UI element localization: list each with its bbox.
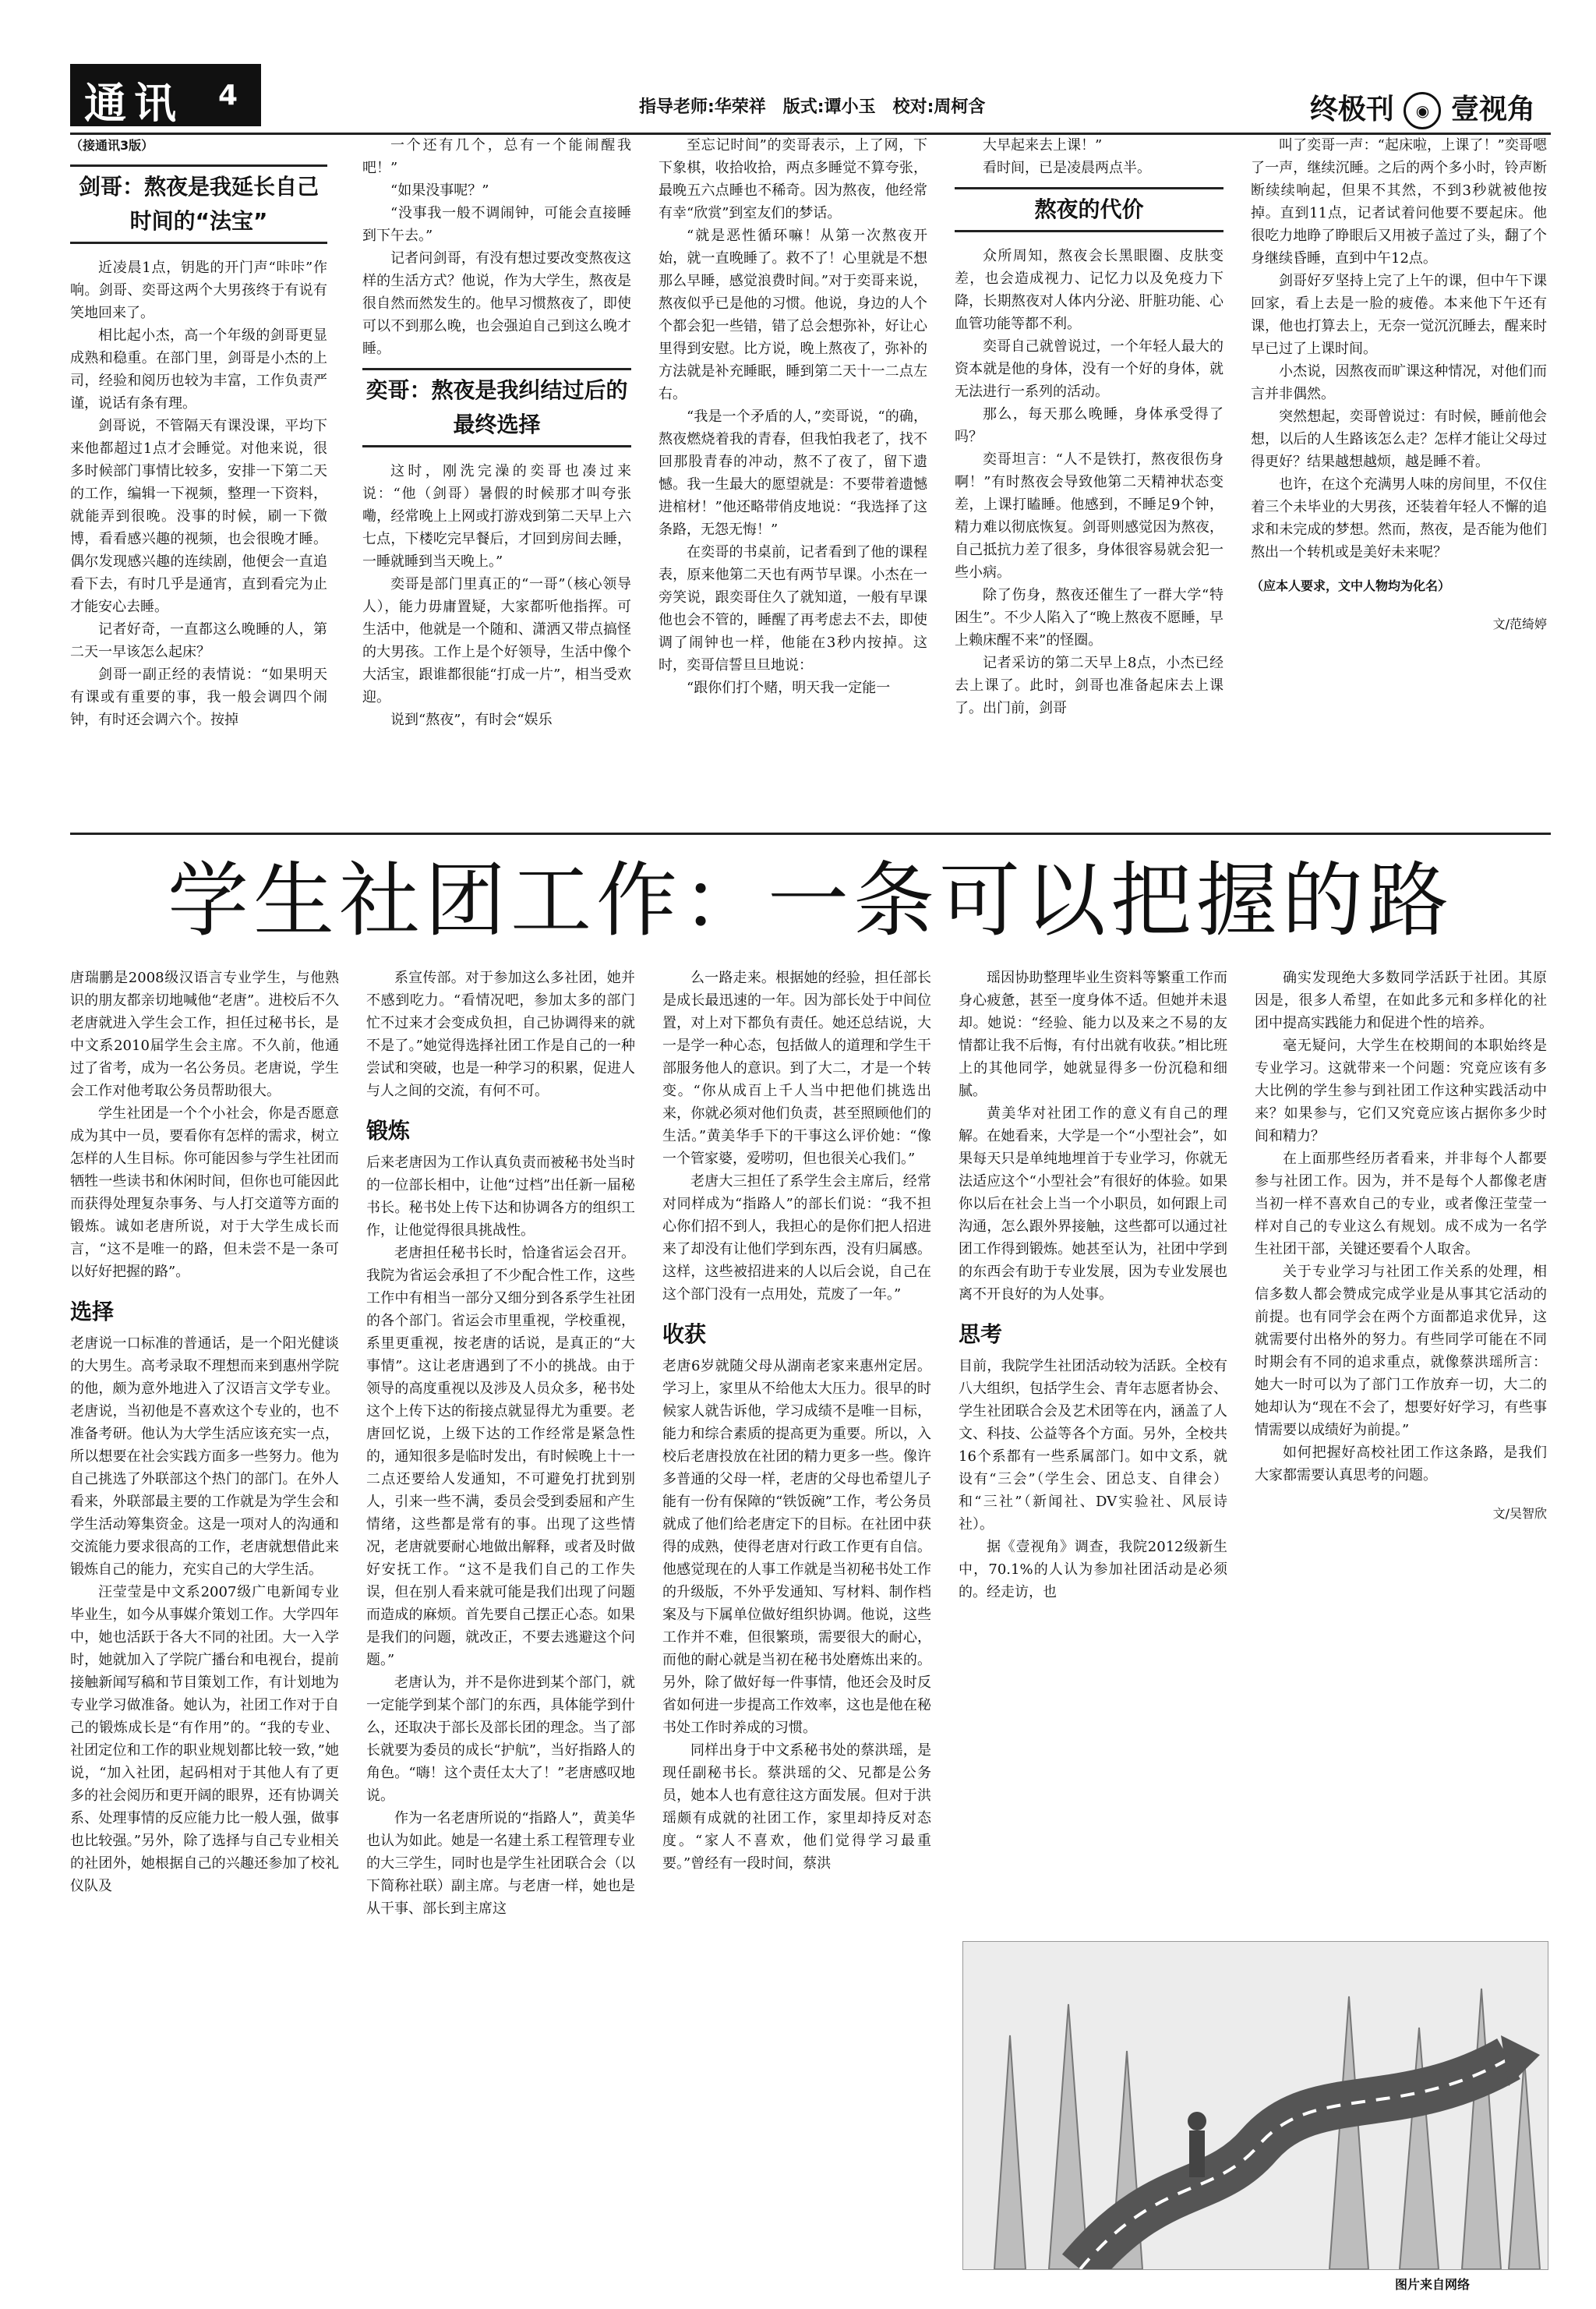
text-block — [1255, 967, 1547, 1487]
text-block — [662, 967, 931, 1306]
paragraph: 确实发现绝大多数同学活跃于社团。其原因是，很多人希望，在如此多元和多样化的社团中提高实践能力和促进个性的培养。 — [1255, 970, 1547, 1031]
top-col-2 — [362, 134, 631, 824]
road-illustration-icon — [963, 1942, 1548, 2269]
paragraph: 剑哥说，不管隔天有课没课，平均下来他都超过1点才会睡觉。对他来说，很多时候部门事情比较多，安排一下第二天的工作，编辑一下视频，整理一下资料，就能弄到很晚。没事的时候，刷一下微博，看看感兴趣的视频，也会很晚才睡。偶尔发现感兴趣的连续剧，他便会一直追看下去，有时几乎是通宵，直到看完为止才能安心去睡。 — [70, 418, 327, 615]
subhead-think: 思考 — [959, 1321, 1003, 1347]
paragraph: 黄美华对社团工作的意义有自己的理解。在她看来，大学是一个“小型社会”，如果每天只是单纯地埋首于专业学习，你就无法适应这个“小型社会”有很好的体验。如果你以后在社会上当一个小职员，如何跟上司沟通，怎么跟外界接触，这些都可以通过社团工作得到锻炼。她甚至认为，社团中学到的东西会有助于专业发展，因为专业发展也离不开良好的为人处事。 — [959, 1105, 1227, 1303]
section-badge — [70, 64, 261, 126]
paragraph: 后来老唐因为工作认真负责而被秘书处当时的一位部长相中，让他“过档”出任新一届秘书长。秘书处上传下达和协调各方的组织工作，让他觉得很具挑战性。 — [366, 1154, 635, 1239]
brand-logo-text: 壹视角 — [1450, 94, 1535, 126]
paragraph: “跟你们打个赌，明天我一定能一 — [687, 680, 891, 696]
paragraph: 大早起来去上课！” — [983, 137, 1103, 154]
paragraph: 记者采访的第二天早上8点，小杰已经去上课了。此时，剑哥也准备起床去上课了。出门前，剑哥 — [955, 655, 1223, 716]
text-block — [362, 460, 631, 731]
paragraph: 突然想起，奕哥曾说过：有时候，睡前他会想，以后的人生路该怎么走？怎样才能让父母过得更好？结果越想越烦，越是睡不着。 — [1251, 408, 1547, 470]
illustration — [962, 1941, 1548, 2270]
paragraph: 奕哥自己就曾说过，一个年轻人最大的资本就是他的身体，没有一个好的身体，就无法进行一系列的活动。 — [955, 338, 1223, 400]
brand-logo-icon: ◉ — [1404, 92, 1441, 129]
subhead-choice: 选择 — [70, 1299, 115, 1324]
subhead-jiange: 剑哥：熬夜是我延长自己时间的“法宝” — [70, 164, 327, 244]
text-block — [955, 134, 1223, 179]
credits-line: 指导老师:华荣祥 版式:谭小玉 校对:周柯含 — [639, 97, 986, 117]
paragraph: 老唐6岁就随父母从湖南老家来惠州定居。学习上，家里从不给他太大压力。很早的时候家人就告诉他，学习成绩不是唯一目标，能力和综合素质的提高更为重要。所以，入校后老唐投放在社团的精力更多一些。像许多普通的父母一样，老唐的父母也希望儿子能有一份有保障的“铁饭碗”工作，考公务员就成了他们给老唐定下的目标。在社团中获得的成熟，使得老唐对行政工作更有自信。他感觉现在的人事工作就是当初秘书处工作的升级版，不外乎发通知、写材料、制作档案及与下属单位做好组织协调。他说，这些工作并不难，但很繁琐，需要很大的耐心，而他的耐心就是当初在秘书处磨炼出来的。另外，除了做好每一件事情，他还会及时反省如何进一步提高工作效率，这也是他在秘书处工作时养成的习惯。 — [662, 1358, 931, 1736]
paragraph: 众所周知，熬夜会长黑眼圈、皮肤变差，也会造成视力、记忆力以及免疫力下降，长期熬夜对人体内分泌、肝脏功能、心血管功能等都不利。 — [955, 248, 1223, 332]
paragraph: “如果没事呢？” — [390, 182, 489, 199]
paragraph: 也许，在这个充满男人味的房间里，不仅住着三个未毕业的大男孩，还装着年轻人不懈的追求和未完成的梦想。然而，熬夜，是否能为他们熬出一个转机或是美好未来呢？ — [1251, 476, 1547, 560]
paragraph: 看时间，已是凌晨两点半。 — [983, 160, 1151, 176]
paragraph: 关于专业学习与社团工作关系的处理，相信多数人都会赞成完成学业是从事其它活动的前提。也有同学会在两个方面都追求优异，这就需要付出格外的努力。有些同学可能在不同时期会有不同的追求重点，就像蔡洪瑶所言：她大一时可以为了部门工作放弃一切，大二的她却认为“现在不会了，想要好好学习，有些事情需要以成绩好为前提。” — [1255, 1264, 1547, 1438]
paragraph: 目前，我院学生社团活动较为活跃。全校有八大组织，包括学生会、青年志愿者协会、学生社团联合会及艺术团等在内，涵盖了人文、科技、公益等各个方面。另外，全校共16个系都有一些系属部门。如中文系，就设有“三会”（学生会、团总支、自律会）和“三社”（新闻社、DV实验社、风辰诗社）。 — [959, 1358, 1227, 1533]
main-col-1 — [70, 967, 339, 2292]
paragraph: “我是一个矛盾的人，”奕哥说，“的确，熬夜燃烧着我的青春，但我怕我老了，找不回那股青春的冲动，熬不了夜了，留下遗憾。我一生最大的愿望就是：不要带着遗憾进棺材！”他还略带俏皮地说：“我选择了这条路，无怨无悔！” — [659, 408, 927, 538]
paragraph: 老唐大三担任了系学生会主席后，经常对同样成为“指路人”的部长们说：“我不担心你们招不到人，我担心的是你们把人招进来了却没有让他们学到东西，没有归属感。这样，这些被招进来的人以后会说，自己在这个部门没有一点用处，荒废了一年。” — [662, 1173, 931, 1303]
main-col-3 — [662, 967, 931, 2292]
paragraph: 老唐担任秘书长时，恰逢省运会召开。我院为省运会承担了不少配合性工作，这些工作中有相当一部分又细分到各系学生社团的各个部门。省运会市里重视，学校重视，系里更重视，按老唐的话说，是真正的“大事情”。这让老唐遇到了不小的挑战。由于领导的高度重视以及涉及人员众多，秘书处这个上传下达的衔接点就显得尤为重要。老唐回忆说，上级下达的工作经常是紧急性的，通知很多是临时发出，有时候晚上十一二点还要给人发通知，不可避免打扰到别人，引来一些不满，委员会受到委屈和产生情绪，这些都是常有的事。出现了这些情况，老唐就要耐心地做出解释，或者及时做好安抚工作。“这不是我们自己的工作失误，但在别人看来就可能是我们出现了问题而造成的麻烦。首先要自己摆正心态。如果是我们的问题，就改正，不要去逃避这个问题。” — [366, 1245, 635, 1668]
main-col-4 — [959, 967, 1227, 1933]
author-top: 文/范绮婷 — [1492, 617, 1547, 631]
top-col-5 — [1251, 134, 1547, 824]
text-block — [362, 134, 631, 360]
paragraph: 一个还有几个，总有一个能闹醒我吧！” — [362, 137, 631, 176]
paragraph: 在上面那些经历者看来，并非每个人都要参与社团工作。因为，并不是每个人都像老唐当初一样不喜欢自己的专业，或者像汪莹莹一样对自己的专业这么有规划。成不成为一名学生社团干部，关键还要看个人取舍。 — [1255, 1151, 1547, 1257]
subhead-harvest: 收获 — [662, 1321, 707, 1347]
paragraph: 系宣传部。对于参加这么多社团，她并不感到吃力。“看情况吧，参加太多的部门忙不过来才会变成负担，自己协调得来的就不是了。”她觉得选择社团工作是自己的一种尝试和突破，也是一种学习的积累，促进人与人之间的交流，有何不可。 — [366, 970, 635, 1099]
author-main: 文/吴智欣 — [1492, 1506, 1547, 1521]
paragraph: 记者问剑哥，有没有想过要改变熬夜这样的生活方式？他说，作为大学生，熬夜是很自然而然发生的。他早习惯熬夜了，即使可以不到那么晚，也会强迫自己到这么晚才睡。 — [362, 250, 631, 357]
paragraph: 在奕哥的书桌前，记者看到了他的课程表，原来他第二天也有两节早课。小杰在一旁笑说，跟奕哥住久了就知道，一般有早课他也会不管的，睡醒了再考虑去不去，即使调了闹钟也一样，他能在3秒内按掉。这时，奕哥信誓旦旦地说： — [659, 544, 927, 674]
subhead-yige: 奕哥：熬夜是我纠结过后的最终选择 — [362, 368, 631, 447]
main-col-5 — [1255, 967, 1547, 1933]
text-block — [1251, 134, 1547, 564]
paragraph: 瑶因协助整理毕业生资料等繁重工作而身心疲惫，甚至一度身体不适。但她并未退却。她说：“经验、能力以及来之不易的友情都让我不后悔，有付出就有收获。”相比班上的其他同学，她就显得多一份沉稳和细腻。 — [959, 970, 1227, 1099]
subhead-cost: 熬夜的代价 — [955, 187, 1223, 232]
image-caption: 图片来自网络 — [1395, 2277, 1471, 2292]
paragraph: “就是恶性循环嘛！从第一次熬夜开始，就一直晚睡了。救不了！心里就是不想那么早睡，感觉浪费时间。”对于奕哥来说，熬夜似乎已是他的习惯。他说，身边的人个个都会犯一些错，错了总会想弥补，好让心里得到安慰。比方说，晚上熬夜了，弥补的方法就是补充睡眠，睡到第二天十一二点左右。 — [659, 228, 927, 402]
text-block — [70, 256, 327, 731]
paragraph: 说到“熬夜”，有时会“娱乐 — [390, 712, 553, 728]
section-title: 通讯 — [84, 79, 184, 128]
name-note: （应本人要求，文中人物均为化名） — [1251, 578, 1451, 593]
paragraph: 近凌晨1点，钥匙的开门声“咔咔”作响。剑哥、奕哥这两个大男孩终于有说有笑地回来了。 — [70, 260, 327, 321]
paragraph: 作为一名老唐所说的“指路人”，黄美华也认为如此。她是一名建土系工程管理专业的大三学生，同时也是学生社团联合会（以下简称社联）副主席。与老唐一样，她也是从干事、部长到主席这 — [366, 1810, 635, 1917]
text-block — [659, 134, 927, 699]
brand-name: 终极刊 — [1309, 94, 1394, 126]
top-col-4 — [955, 134, 1223, 824]
text-block — [959, 1355, 1227, 1604]
paragraph: 这时，刚洗完澡的奕哥也凑过来说：“他（剑哥）暑假的时候那才叫夸张嘞，经常晚上上网或打游戏到第二天早上六七点，下楼吃完早餐后，才回到房间去睡，一睡就睡到当天晚上。” — [362, 463, 631, 570]
paragraph: “没事我一般不调闹钟，可能会直接睡到下午去。” — [362, 205, 631, 244]
paragraph: 剑哥一副正经的表情说：“如果明天有课或有重要的事，我一般会调四个闹钟，有时还会调六个。按掉 — [70, 667, 327, 728]
paragraph: 剑哥好歹坚持上完了上午的课，但中午下课回家，看上去是一脸的疲倦。本来他下午还有课，他也打算去上，无奈一觉沉沉睡去，醒来时早已过了上课时间。 — [1251, 273, 1547, 357]
paragraph: 据《壹视角》调查，我院2012级新生中，70.1%的人认为参加社团活动是必须的。经走访，也 — [959, 1539, 1227, 1600]
text-block — [70, 967, 339, 1283]
paragraph: 汪莹莹是中文系2007级广电新闻专业毕业生，如今从事媒介策划工作。大学四年中，她也活跃于各大不同的社团。大一入学时，她就加入了学院广播台和电视台，提前接触新闻写稿和节目策划工作，有计划地为专业学习做准备。她认为，社团工作对于自己的锻炼成长是“有作用”的。“我的专业、社团定位和工作的职业规划都比较一致，”她说，“加入社团，起码相对于其他人有了更多的社会阅历和更开阔的眼界，还有协调关系、处理事情的反应能力比一般人强，做事也比较强。”另外，除了选择与自己专业相关的社团外，她根据自己的兴趣还参加了校礼仪队及 — [70, 1584, 339, 1894]
brand — [1310, 87, 1535, 129]
paragraph: 相比起小杰，高一个年级的剑哥更显成熟和稳重。在部门里，剑哥是小杰的上司，经验和阅历也较为丰富，工作负责严谨，说话有条有理。 — [70, 327, 327, 412]
paragraph: 记者好奇，一直都这么晚睡的人，第二天一早该怎么起床？ — [70, 621, 327, 660]
paragraph: 么一路走来。根据她的经验，担任部长是成长最迅速的一年。因为部长处于中间位置，对上对下都负有责任。她还总结说，大一是学一种心态，包括做人的道理和学生干部服务他人的意识。到了大二，才是一个转变。“你从成百上千人当中把他们挑选出来，你就必须对他们负责，甚至照顾他们的生活。”黄美华手下的干事这么评价她：“像一个管家婆，爱唠叨，但也很关心我们。” — [662, 970, 931, 1167]
subhead-training: 锻炼 — [366, 1118, 411, 1144]
paragraph: 老唐说一口标准的普通话，是一个阳光健谈的大男生。高考录取不理想而来到惠州学院的他，颇为意外地进入了汉语言文学专业。老唐说，当初他是不喜欢这个专业的，也不准备考研。他认为大学生活应该充实一点，所以想要在社会实践方面多一些努力。他为自己挑选了外联部这个热门的部门。在外人看来，外联部最主要的工作就是为学生会和学生活动筹集资金。这是一项对人的沟通和交流能力要求很高的工作，老唐就想借此来锻炼自己的能力，充实自己的大学生活。 — [70, 1335, 339, 1578]
paragraph: 同样出身于中文系秘书处的蔡洪瑶，是现任副秘书长。蔡洪瑶的父、兄都是公务员，她本人也有意往这方面发展。但对于洪瑶颇有成就的社团工作，家里却持反对态度。“家人不喜欢，他们觉得学习最重要。”曾经有一段时间，蔡洪 — [662, 1742, 931, 1872]
paragraph: 奕哥坦言：“人不是铁打，熬夜很伤身啊！”有时熬夜会导致他第二天精神状态变差，上课打瞌睡。他感到，不睡足9个钟，精力难以彻底恢复。剑哥则感觉因为熬夜，自己抵抗力差了很多，身体很容易就会犯一些小病。 — [955, 451, 1223, 581]
paragraph: 叫了奕哥一声：“起床啦，上课了！”奕哥嗯了一声，继续沉睡。之后的两个多小时，铃声断断续续响起，但果不其然，不到3秒就被他按掉。直到11点，记者试着问他要不要起床。他很吃力地睁了睁眼后又用被子盖过了头，翻了个身继续昏睡，直到中午12点。 — [1251, 137, 1547, 267]
text-block — [959, 967, 1227, 1306]
continued-note: （接通讯3版） — [70, 138, 154, 153]
text-block — [955, 245, 1223, 720]
section-rule — [70, 833, 1551, 835]
text-block — [366, 967, 635, 1102]
paragraph: 毫无疑问，大学生在校期间的本职始终是专业学习。这就带来一个问题：究竟应该有多大比例的学生参与到社团工作这种实践活动中来？如果参与，它们又究竟应该占据你多少时间和精力？ — [1255, 1038, 1547, 1144]
page-header — [70, 64, 1551, 134]
top-col-3 — [659, 134, 927, 824]
text-block — [662, 1355, 931, 1875]
paragraph: 学生社团是一个个小社会，你是否愿意成为其中一员，要看你有怎样的需求，树立怎样的人生目标。你可能因参与学生社团而牺牲一些读书和休闲时间，但你也可能因此而获得处理复杂事务、与人打交道等方面的锻炼。诚如老唐所说，对于大学生成长而言，“这不是唯一的路，但未尝不是一条可以好好把握的路”。 — [70, 1105, 339, 1280]
text-block — [70, 1332, 339, 1897]
page-number: 4 — [218, 80, 238, 111]
paragraph: 小杰说，因熬夜而旷课这种情况，对他们而言并非偶然。 — [1251, 363, 1547, 402]
paragraph: 唐瑞鹏是2008级汉语言专业学生，与他熟识的朋友都亲切地喊他“老唐”。进校后不久老唐就进入学生会工作，担任过秘书长，是中文系2010届学生会主席。不久前，他通过了省考，成为一名公务员。老唐说，学生会工作对他考取公务员帮助很大。 — [70, 970, 339, 1099]
paragraph: 除了伤身，熬夜还催生了一群大学“特困生”。不少人陷入了“晚上熬夜不愿睡，早上赖床醒不来”的怪圈。 — [955, 587, 1223, 649]
paragraph: 奕哥是部门里真正的“一哥”（核心领导人），能力毋庸置疑，大家都听他指挥。可生活中，他就是一个随和、潇洒又带点搞怪的大男孩。工作上是个好领导，生活中像个大活宝，跟谁都很能“打成一片”，相当受欢迎。 — [362, 576, 631, 705]
main-col-2 — [366, 967, 635, 2292]
paragraph: 那么，每天那么晚睡，身体承受得了吗？ — [955, 406, 1223, 445]
paragraph: 至忘记时间”的奕哥表示，上了网，下下象棋，收拾收拾，两点多睡觉不算夸张，最晚五六点睡也不稀奇。因为熬夜，他经常有幸“欣赏”到室友们的梦话。 — [659, 137, 927, 221]
main-headline: 学生社团工作：一条可以把握的路 — [167, 853, 1453, 948]
paragraph: 老唐认为，并不是你进到某个部门，就一定能学到某个部门的东西，具体能学到什么，还取决于部长及部长团的理念。当了部长就要为委员的成长“护航”，当好指路人的角色。“嗨！这个责任太大了！”老唐感叹地说。 — [366, 1674, 635, 1804]
paragraph: 如何把握好高校社团工作这条路，是我们大家都需要认真思考的问题。 — [1255, 1444, 1547, 1483]
text-block — [366, 1151, 635, 1920]
top-col-1 — [70, 134, 327, 824]
